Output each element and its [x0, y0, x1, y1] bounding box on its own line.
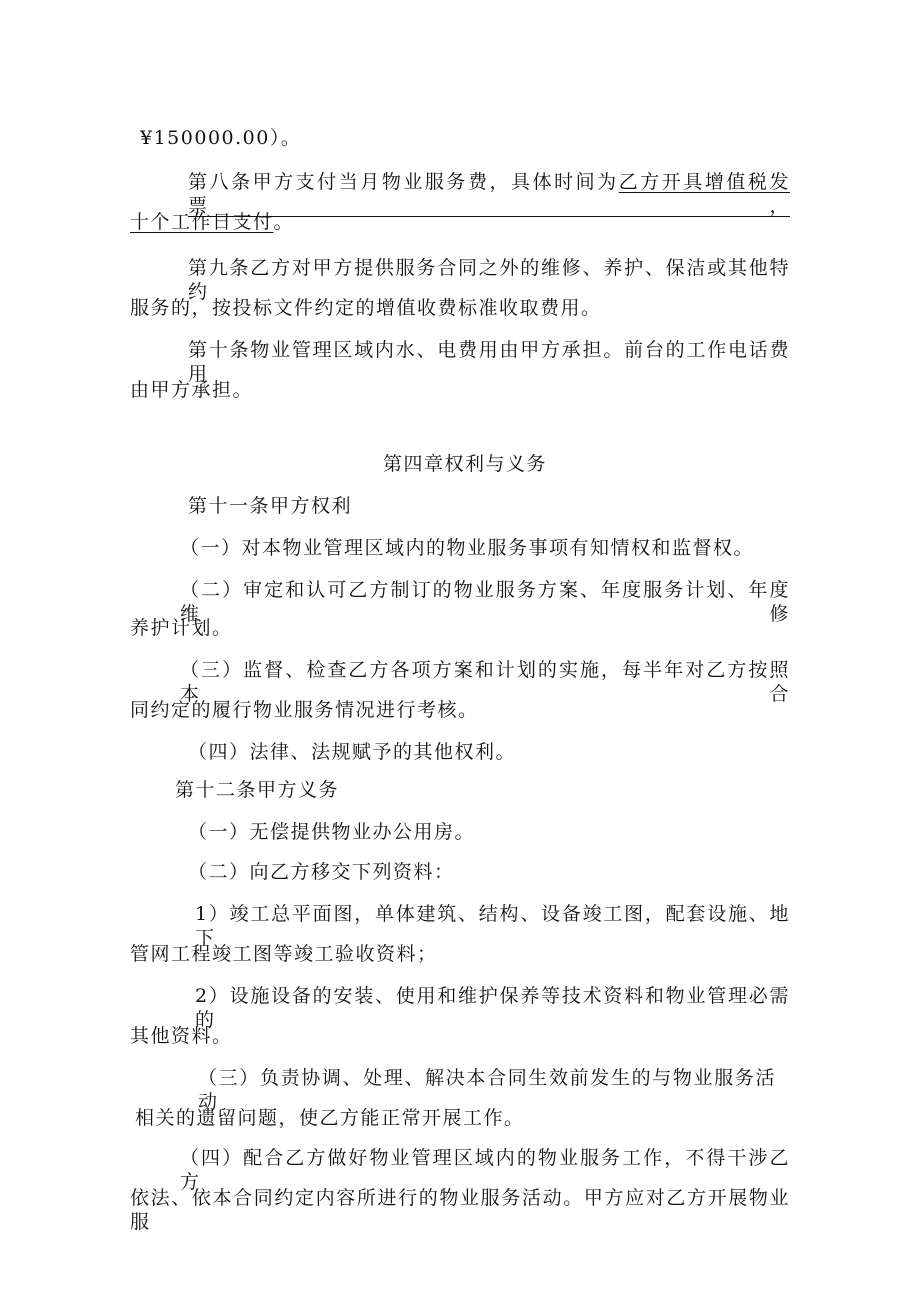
duty-item-2-2-line-1: 2）设施设备的安装、使用和维护保养等技术资料和物业管理必需的 — [195, 985, 790, 1031]
duty-item-3-line-1: （三）负责协调、处理、解决本合同生效前发生的与物业服务活动 — [198, 1067, 776, 1113]
duty-item-2-2-line-2: 其他资料。 — [130, 1025, 233, 1047]
article-9-line-2: 服务的，按投标文件约定的增值收费标准收取费用。 — [130, 297, 602, 319]
right-item-3-line-2: 同约定的履行物业服务情况进行考核。 — [130, 699, 479, 721]
right-item-4: （四）法律、法规赋予的其他权利。 — [188, 741, 517, 763]
duty-item-2: （二）向乙方移交下列资料： — [188, 861, 455, 883]
article-8-text: 第八条甲方支付当月物业服务费，具体时间为 — [188, 171, 619, 193]
chapter-4-heading: 第四章权利与义务 — [383, 453, 548, 475]
duty-item-4-line-1: （四）配合乙方做好物业管理区域内的物业服务工作，不得干涉乙方 — [180, 1147, 790, 1193]
duty-item-2-1-line-2: 管网工程竣工图等竣工验收资料； — [130, 943, 438, 965]
right-item-2-line-2: 养护计划。 — [130, 617, 233, 639]
duty-item-4-line-2: 依法、依本合同约定内容所进行的物业服务活动。甲方应对乙方开展物业服 — [130, 1187, 790, 1233]
article-11-heading: 第十一条甲方权利 — [188, 495, 353, 517]
right-item-3-line-1: （三）监督、检查乙方各项方案和计划的实施，每半年对乙方按照本合 — [180, 659, 790, 705]
article-8-underlined-1: 乙方开具增值税发票， — [188, 171, 790, 217]
duty-item-3-line-2: 相关的遗留问题，使乙方能正常开展工作。 — [135, 1107, 525, 1129]
article-10-line-1: 第十条物业管理区域内水、电费用由甲方承担。前台的工作电话费用 — [188, 339, 790, 385]
article-8-underlined-2: 十个工作日支付 — [130, 211, 274, 233]
article-12-heading: 第十二条甲方义务 — [175, 779, 340, 801]
amount-line: ¥150000.00）。 — [140, 127, 302, 149]
article-9-line-1: 第九条乙方对甲方提供服务合同之外的维修、养护、保洁或其他特约 — [188, 257, 790, 303]
right-item-1: （一）对本物业管理区域内的物业服务事项有知情权和监督权。 — [180, 537, 755, 559]
right-item-2-line-1: （二）审定和认可乙方制订的物业服务方案、年度服务计划、年度维修 — [180, 579, 790, 625]
duty-item-1: （一）无偿提供物业办公用房。 — [188, 821, 476, 843]
article-8-line-2 — [130, 210, 294, 234]
article-10-line-2: 由甲方承担。 — [130, 379, 254, 401]
article-8-end: 。 — [273, 211, 295, 233]
duty-item-2-1-line-1: 1）竣工总平面图，单体建筑、结构、设备竣工图，配套设施、地下 — [195, 903, 790, 949]
